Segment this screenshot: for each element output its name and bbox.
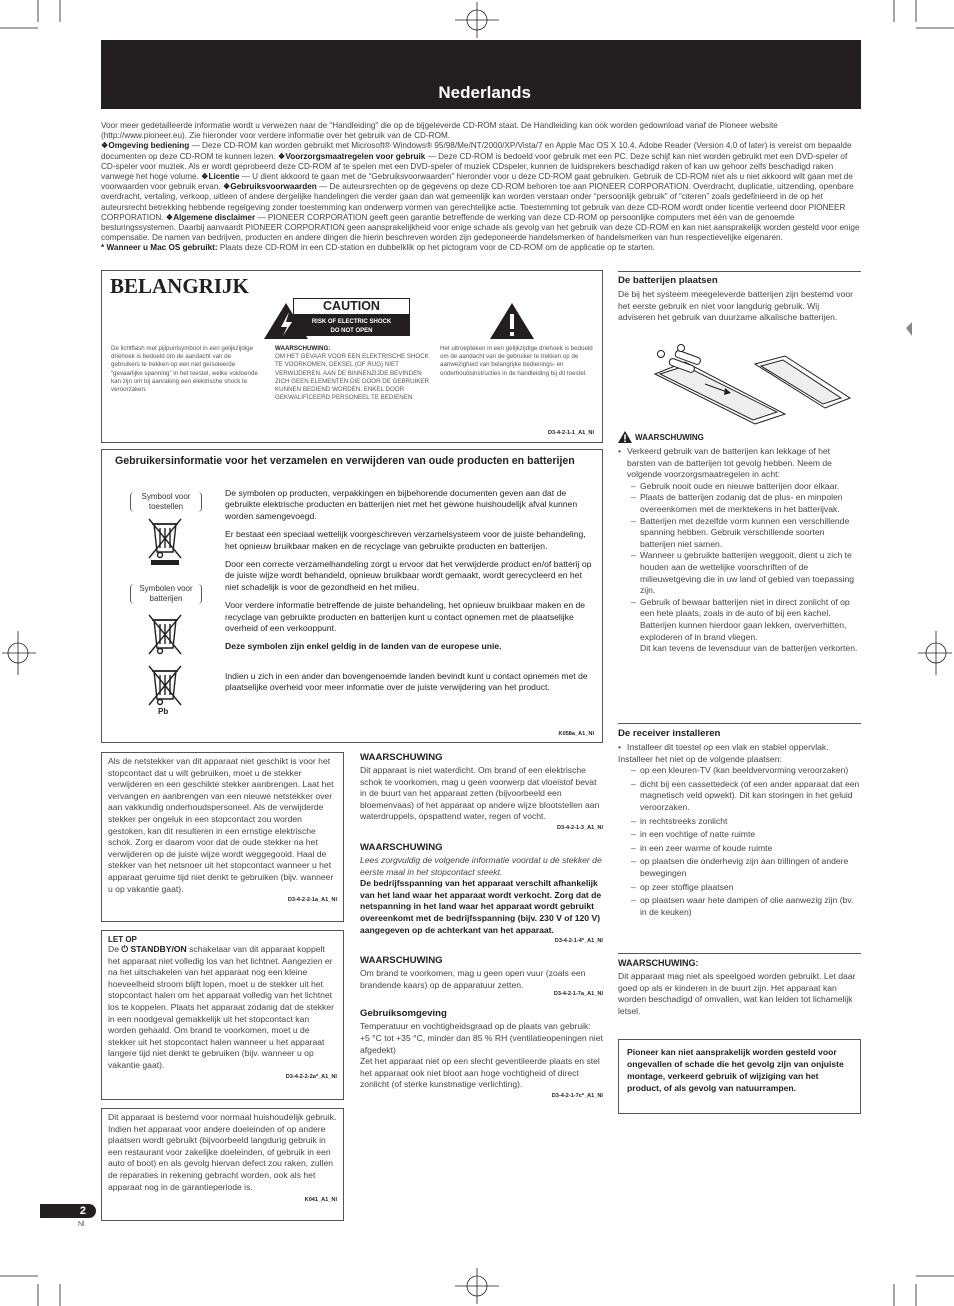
intro-p1: Voor meer gedetailleerde informatie wordt u verwezen naar de “Handleiding” die op de bijgeleverde CD-ROM staat. De Handleiding kan ook worden gedownload vanaf de Pioneer website (http://www.pioneer.eu). Zie hieronder voor verdere informatie over het gebruik van de CD-ROM. (101, 121, 778, 141)
letop-box (101, 930, 344, 1100)
page-number: 2 (79, 1205, 86, 1217)
page-number-badge (40, 1204, 96, 1218)
belangrijk-box (101, 270, 603, 443)
remote-battery-illustration (645, 344, 855, 426)
fire-warning-ref: D3-4-2-1-7a_A1_Nl (553, 991, 603, 998)
recycling-p3: Door een correcte verzamelhandeling zorgt u ervoor dat het verwijderde product en/of batterij op de juiste wijze wordt behandeld, opnieuw bruikbaar wordt gemaakt, wordt gerecycleerd en het niet schadelijk is voor de gezondheid en het milieu. (225, 559, 592, 592)
recycling-box (101, 449, 603, 743)
install-item: – in rechtstreeks zonlicht (631, 815, 728, 826)
gebruiks-text: — De auteursrechten op de gegevens op deze CD-ROM behoren toe aan PIONEER CORPORATION. Overdracht, duplicatie, uitzending, openbare overdracht, vertaling, verkoop, uitleen of andere dergelijke handelingen die verder gaan dan wat gemeenlijk kan worden verstaan onder “persoonlijk gebruik” of “citeren” zoals gedefinieerd in de op het auteursrecht betrekking hebbende regelgeving zonder toestemming kan onderwerp vormen van gerechtelijke actie. Toestemming tot gebruik van deze CD-ROM wordt onder licentie verleend door PIONEER CORPORATION. (101, 182, 854, 222)
voltage-warning-italic: Lees zorgvuldig de volgende informatie voordat u de stekker de eerste maal in het stopcontact steekt. (360, 854, 602, 877)
battery-warning-item: – Plaats de batterijen zodanig dat de plus- en minpolen overeenkomen met de merktekens in het batterijvak. (631, 492, 843, 514)
warning-explanation-text: OM HET GEVAAR VOOR EEN ELEKTRISCHE SHOCK TE VOORKOMEN, DEKSEL (OF RUG) NIET VERWIJDEREN. AAN DE BINNENZIJDE BEVINDEN ZICH GEEN ELEMENTEN DIE DOOR DE GEBRUIKER KUNNEN BEDIEND WORDEN. ENKEL DOOR GEKWALIFICEERD PERSONEEL TE BEDIENEN. (275, 353, 430, 402)
letop-ref: D3-4-2-2-2a*_A1_Nl (285, 1073, 337, 1080)
environment-ref: D3-4-2-1-7c*_A1_Nl (551, 1092, 603, 1099)
belangrijk-title: BELANGRIJK (110, 274, 249, 298)
caution-label: CAUTION (294, 299, 409, 314)
install-item: – op plaatsen waar hete dampen of olie aanwezig zijn (bv. in de keuken) (631, 895, 854, 917)
battery-warning-item: – Gebruik nooit oude en nieuwe batterijen door elkaar. (631, 480, 840, 491)
environment-text-1: Temperatuur en vochtigheidsgraad op de plaats van gebruik: (360, 1021, 591, 1032)
water-warning-text: Dit apparaat is niet waterdicht. Om brand of een elektrische schok te voorkomen, mag u geen voorwerp dat vloeistof bevat in de buurt van het apparaat zetten (bijvoorbeeld een bloemenvaas) of het apparaat op andere wijze blootstellen aan waterdruppels, opspattend water, regen of vocht. (360, 765, 600, 822)
battery-warning-bullet: • Verkeerd gebruik van de batterijen kan lekkage of het barsten van de batterijen tot gevolg hebben. Neem de volgende voorzorgsmaatregelen in acht: (618, 446, 832, 480)
lightning-explanation: De lichtflash met pijlpuntsymbool in een gelijkzijdige driehoek is bedoeld om de aandacht van de gebruikers te trekken op een niet geïsoleerde “gevaarlijke spanning” in het toestel, welke voldoende kan zijn om bij aanraking een elektrische shock te veroorzaken. (111, 345, 258, 394)
install-title: De receiver installeren (618, 728, 721, 739)
install-intro: Installeer het niet op de volgende plaatsen: (618, 753, 782, 764)
battery-title: De batterijen plaatsen (618, 275, 718, 286)
licentie-text: — U dient akkoord te gaan met de “Gebruiksvoorwaarden” hieronder voor u deze CD-ROM gaat gebruiken. Gebruik de CD-ROM niet als u niet akkoord wilt gaan met de voorwaarden voor gebruik ervan. (101, 172, 853, 192)
plug-text: Als de netstekker van dit apparaat niet geschikt is voor het stopcontact dat u wilt gebruiken, moet u de stekker verwijderen en een geschikte stekker aanbrengen. Laat het vervangen en aanbrengen van een nieuwe netstekker over aan vakkundig onderhoudspersoneel. Als de verwijderde stekker per ongeluk in een stopcontact zou worden gestoken, kan dit resulteren in een ernstige elektrische schok. Zorg er daarom voor dat de oude stekker na het verwijderen op de juiste wijze wordt weggegooid. Haal de stekker van het netsnoer uit het stopcontact wanneer u het apparaat geruime tijd niet denkt te gebruiken (bijv. wanneer u op vakantie gaat). (108, 756, 334, 894)
water-warning-title: WAARSCHUWING (360, 752, 443, 763)
battery-warning-item: – Wanneer u gebruikte batterijen weggooit, dient u zich te houden aan de wettelijke voorschriften of de milieuwetgeving die in uw land of gebied van toepassing zijn. (631, 550, 855, 596)
mac-text: Plaats deze CD-ROM in een CD-station en dubbelklik op het pictogram voor de CD-ROM om de applicatie op te starten. (217, 243, 655, 253)
risk-line-2: DO NOT OPEN (330, 328, 373, 334)
licentie-label: ❖Licentie (201, 172, 240, 182)
install-item: – op een kleuren-TV (kan beeldvervorming veroorzaken) (631, 765, 849, 776)
warning-explanation (275, 345, 431, 402)
risk-line-1: RISK OF ELECTRIC SHOCK (311, 319, 392, 325)
install-section (618, 728, 861, 918)
letop-pre: De (108, 944, 122, 954)
recycling-text (225, 488, 595, 694)
disclaimer-text: — PIONEER CORPORATION geeft geen garantie betreffende de werking van deze CD-ROM op persoonlijke computers met één van de genoemde besturingssystemen. Daarbij aanvaardt PIONEER CORPORATION geen aansprakelijkheid voor enige schade als gevolg van het gebruik van deze CD-ROM en kan niet aansprakelijk worden gesteld voor enige compensatie. De namen van bedrijven, producten en andere dingen die hierin beschreven worden zijn gedeponeerde handelsmerken of handelsmerken van hun respectievelijke eigenaren. (101, 212, 860, 243)
recycling-title: Gebruikersinformatie voor het verzamelen en verwijderen van oude producten en batterijen (115, 455, 575, 467)
page-title: Nederlands (438, 83, 531, 102)
recycling-ref: K058a_A1_Nl (558, 731, 594, 737)
toy-warning (618, 958, 861, 1017)
battery-warning-note: Dit kan tevens de levensduur van de batterijen verkorten. (640, 643, 858, 654)
battery-warning-item: – Batterijen met dezelfde vorm kunnen een verschillende spanning hebben. Gebruik verschillende soorten batterijen niet samen. (631, 515, 850, 549)
middle-column (360, 752, 603, 1099)
recycling-p6: Indien u zich in een ander dan bovengenoemde landen bevindt kunt u contact opnemen met de plaatselijke overheid voor meer informatie over de juiste verwijdering van het product. (225, 670, 588, 693)
install-item: – dicht bij een cassettedeck (of een ander apparaat dat een magnetisch veld opwekt). Dit kan storingen in het geluid veroorzaken. (631, 778, 860, 812)
recycling-p2: Er bestaat een speciaal wettelijk voorgeschreven verzamelsysteem voor de juiste behandeling, het opnieuw bruikbaar maken en de recyclage van gebruikte producten en batterijen. (225, 529, 586, 551)
omgeving-label: ❖Omgeving bediening (101, 141, 190, 151)
water-warning-ref: D3-4-2-1-3_A1_Nl (556, 824, 603, 831)
letop-text: schakelaar van dit apparaat koppelt het apparaat niet volledig los van het lichtnet. Aangezien er na het uitschakelen van het apparaat nog een kleine hoeveelheid stroom blijft lopen, moet u de stekker uit het stopcontact halen om het apparaat volledig van het lichtnet los te koppelen. Plaats het apparaat zodanig dat de stekker in een noodgeval gemakkelijk uit het stopcontact kan worden gehaald. Om brand te voorkomen, moet u de stekker uit het stopcontact halen wanneer u het apparaat langere tijd niet denkt te gebruiken (bijv. wanneer u op vakantie gaat). (108, 944, 334, 1070)
exclamation-triangle-icon (488, 301, 536, 341)
letop-label: LET OP (108, 935, 137, 944)
pioneer-liability-box (618, 1039, 861, 1114)
label-batteries: Symbolen voor batterijen (130, 584, 202, 604)
mac-label: * Wanneer u Mac OS gebruikt: (101, 243, 218, 253)
exclamation-explanation: Het uitroepteken in een gelijkzijdige driehoek is bedoeld om de aandacht van de gebruiker te trekken op de aanwezigheid van belangrijke bedienings- en onderhoudsinstructies in de handleiding bij dit toestel. (440, 345, 593, 377)
omgeving-text: — Deze CD-ROM kan worden gebruikt met Microsoft® Windows® 95/98/Me/NT/2000/XP/Vista/7 en Apple Mac OS X 10.4. Adobe Reader (Version 4.0 of later) is vereist om bepaalde documenten op deze CD-ROM te kunnen lezen. (101, 141, 852, 161)
header-bar (101, 40, 861, 109)
voltage-warning-ref: D3-4-2-1-4*_A1_Nl (554, 938, 603, 945)
belangrijk-ref: D3-4-2-1-1_A1_Nl (547, 430, 594, 436)
warning-explanation-label: WAARSCHUWING: (275, 345, 331, 352)
recycling-p1: De symbolen op producten, verpakkingen en bijbehorende documenten geven aan dat de gebruikte elektrische producten en batterijen niet met het gewone huishoudelijk afval kunnen worden samengevoegd. (225, 488, 578, 521)
recycling-p4: Voor verdere informatie betreffende de juiste behandeling, het opnieuw bruikbaar maken en de recyclage van gebruikte producten en batterijen kunt u contact opnemen met de plaatselijke overheid of een verkooppunt. (225, 600, 586, 634)
fire-warning-title: WAARSCHUWING (360, 955, 443, 967)
install-item: – in een zeer warme of koude ruimte (631, 842, 773, 853)
install-bullet: • Installeer dit toestel op een vlak en stabiel oppervlak. (618, 742, 829, 752)
toy-warning-text: Dit apparaat mag niet als speelgoed worden gebruikt. Let daar goed op als er kinderen in de buurt zijn. Het apparaat kan worden beschadigd of omvallen, wat kan leiden tot lichamelijk letsel. (618, 971, 856, 1016)
plug-ref: D3-4-2-2-1a_A1_Nl (287, 897, 337, 904)
household-text: Dit apparaat is bestemd voor normaal huishoudelijk gebruik. Indien het apparaat voor andere doeleinden of op andere plaatsen wordt gebruikt (bijvoorbeeld langdurig gebruik in een restaurant voor zakelijke doeleinden, of gebruik in een auto of boot) en als gevolg hiervan defect zou raken, zullen de reparaties in rekening gebracht worden, ook als het apparaat nog in de garantieperiode is. (108, 1112, 337, 1192)
household-ref: K041_A1_Nl (304, 1197, 337, 1204)
battery-bin-pb-icon (148, 665, 182, 707)
warning-triangle-icon (618, 431, 632, 443)
recycling-p5: Deze symbolen zijn enkel geldig in de landen van de europese unie. (225, 641, 502, 652)
install-item: – in een vochtige of natte ruimte (631, 829, 756, 840)
battery-section (618, 275, 861, 324)
intro-text (101, 121, 861, 254)
voorzorg-text: — Deze CD-ROM is bedoeld voor gebruik met een PC. Deze schijf kan niet worden gebruikt met een DVD-speler of CD-speler voor muziek. Als er wordt geprobeerd deze CD-ROM af te spelen met een DVD-speler of muziek CDspeler, kunnen de luidsprekers beschadigd raken of kan uw gehoor zelfs beschadigd raken vanwege het hoge volume. (101, 151, 848, 182)
environment-text-3: Zet het apparaat niet op een slecht geventileerde plaats en stel het apparaat ook niet bloot aan hoge vochtigheid of direct zonlicht (of sterke kunstmatige verlichting). (360, 1056, 600, 1090)
environment-text-2: +5 °C tot +35 °C, minder dan 85 % RH (ventilatieopeningen niet afgedekt) (360, 1032, 603, 1055)
disclaimer-label: ❖Algemene disclaimer (165, 212, 256, 222)
household-box (101, 1108, 344, 1221)
wheelie-bin-icon (148, 518, 182, 566)
battery-warning-item: – Gebruik of bewaar batterijen niet in direct zonlicht of op een hete plaats, zoals in de auto of bij een kachel. Batterijen kunnen hierdoor gaan lekken, oververhitten, exploderen of in brand vliegen. (631, 596, 850, 642)
environment-title: Gebruiksomgeving (360, 1008, 447, 1020)
caution-badge (293, 298, 410, 336)
pioneer-liability-text: Pioneer kan niet aansprakelijk worden gesteld voor ongevallen of schade die het gevolg zijn van onjuiste montage, verkeerd gebruik of wijziging van het product, of als gevolg van natuurrampen. (627, 1047, 844, 1093)
install-item: – op plaatsen die onderhevig zijn aan trillingen of andere bewegingen (631, 856, 849, 878)
voltage-warning-bold: De bedrijfsspanning van het apparaat verschilt afhankelijk van het land waar het apparaat wordt verkocht. Zorg dat de netspanning in het land waar het apparaat wordt gebruikt overeenkomt met de bedrijfsspanning (bijv. 230 V of 120 V) aangegeven op de achterkant van het apparaat. (360, 878, 602, 935)
pb-label: Pb (158, 707, 169, 716)
gebruiks-label: ❖Gebruiksvoorwaarden (222, 182, 317, 192)
battery-bin-icon (148, 614, 182, 656)
battery-warning-label: WAARSCHUWING (635, 432, 704, 442)
standby-on-label: ⏻ STANDBY/ON (121, 944, 187, 954)
install-item: – op zeer stoffige plaatsen (631, 881, 734, 892)
fire-warning-text: Om brand te voorkomen, mag u geen open vuur (zoals een brandende kaars) op de apparatuur zetten. (360, 968, 586, 990)
battery-text: De bij het systeem meegeleverde batterijen zijn bestemd voor het eerste gebruik en niet voor langdurig gebruik. Wij adviseren het gebruik van duurzame alkalische batterijen. (618, 289, 854, 323)
page-lang: Nl (78, 1221, 85, 1228)
plug-box (101, 752, 344, 922)
toy-warning-title: WAARSCHUWING: (618, 958, 699, 968)
voltage-warning-title: WAARSCHUWING (360, 841, 443, 853)
label-equipment: Symbool voor toestellen (130, 492, 202, 512)
battery-warning (618, 431, 861, 655)
voorzorg-label: ❖Voorzorgsmaatregelen voor gebruik (278, 151, 426, 161)
